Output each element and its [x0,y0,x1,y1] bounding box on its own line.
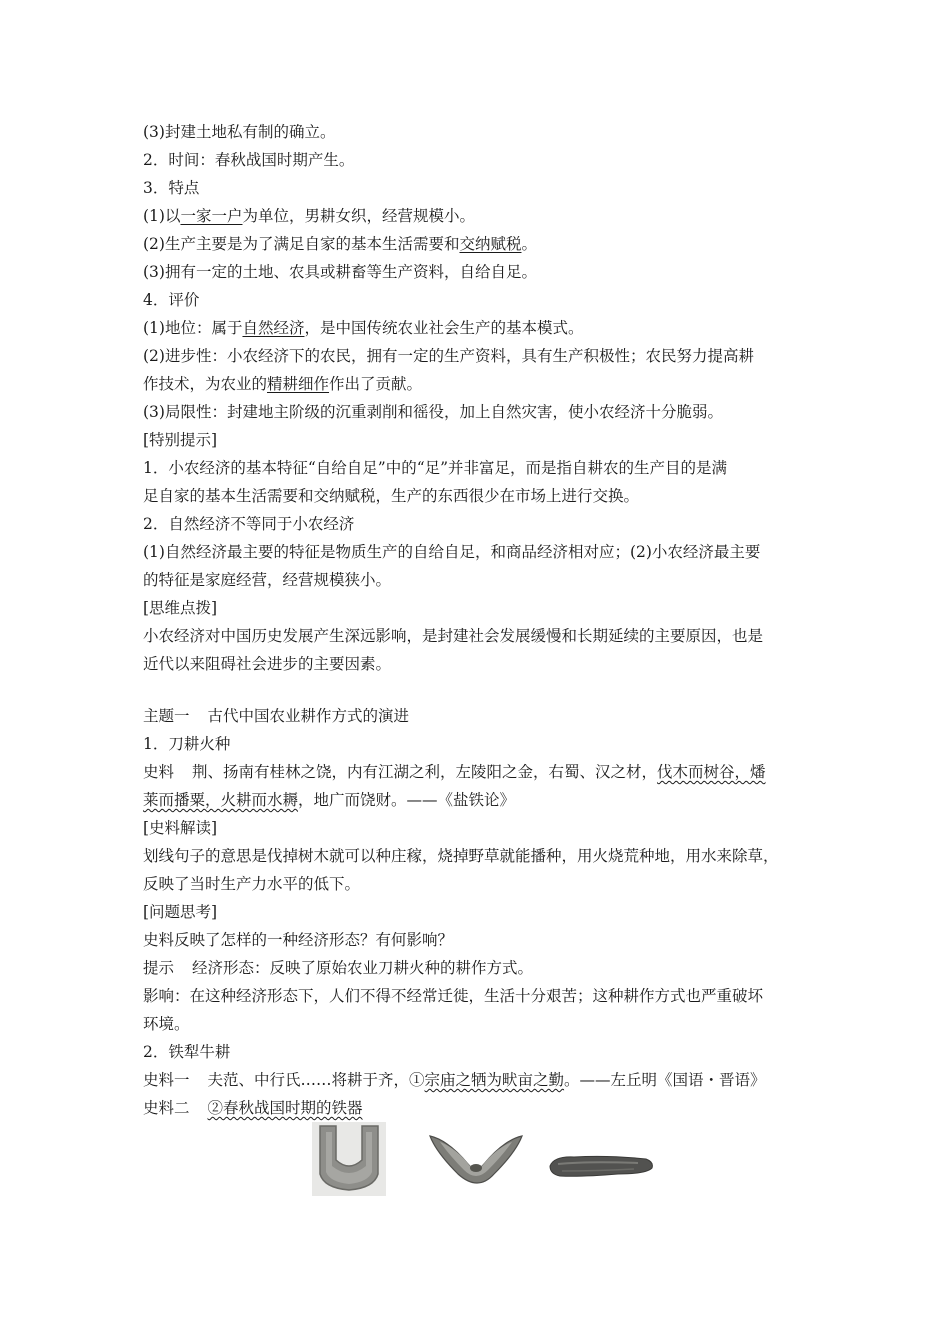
text-line [143,318,584,338]
text-line [143,514,354,534]
text-line [143,626,763,646]
text-span: 足自家的基本生活需要和交纳赋税，生产的东西很少在市场上进行交换。 [143,487,640,505]
wavy-underlined-text: ②春秋战国时期的铁器 [207,1099,363,1117]
iron-sickle-image [548,1150,656,1182]
iron-spade-image [312,1122,386,1196]
text-line [143,374,422,394]
text-line [143,206,475,226]
text-span: [史料解读] [143,819,218,837]
text-span: ，地广而饶财。——《盐铁论》 [298,791,516,809]
text-line [143,654,391,674]
wavy-underlined-text: 莱而播粟，火耕而水耨 [143,791,299,809]
text-span: 2．自然经济不等同于小农经济 [143,515,355,533]
text-line [143,874,360,894]
text-span: [特别提示] [143,431,218,449]
text-span: 荆、扬南有桂林之饶，内有江湖之利，左陵阳之金，右蜀、汉之材， [192,763,658,781]
text-span: 划线句子的意思是伐掉树木就可以种庄稼，烧掉野草就能播种，用火烧荒种地，用水来除草， [143,847,779,865]
text-line [143,262,537,282]
text-span: 古代中国农业耕作方式的演进 [207,707,410,725]
section-label [143,430,217,450]
text-line [143,986,763,1006]
text-span: 夫范、中行氏……将耕于齐，① [207,1071,425,1089]
text-span: [问题思考] [143,903,218,921]
text-line [143,122,335,142]
text-span: (2)进步性：小农经济下的农民，拥有一定的生产资料，具有生产积极性；农民努力提高耕 [143,347,754,365]
text-span: 经济形态：反映了原始农业刀耕火种的耕作方式。 [192,959,534,977]
section-heading [143,734,230,754]
section-label [143,818,217,838]
section-heading [143,1042,230,1062]
text-line [143,846,779,866]
text-line [143,958,533,978]
text-line [143,486,639,506]
text-span: 4．评价 [143,291,200,309]
underlined-term: 自然经济 [242,319,305,337]
underlined-term: 交纳赋税 [459,235,522,253]
text-line [143,570,391,590]
underlined-term: 一家一户 [180,207,243,225]
text-span: 1．刀耕火种 [143,735,231,753]
iron-plowshare-image [428,1130,524,1194]
text-span: 2．时间：春秋战国时期产生。 [143,151,355,169]
text-span: (1)地位：属于 [143,319,243,337]
section-heading [143,178,199,198]
text-line [143,1014,190,1034]
section-label [143,598,217,618]
text-line [143,458,727,478]
text-span: 影响：在这种经济形态下，人们不得不经常迁徙，生活十分艰苦；这种耕作方式也严重破坏 [143,987,764,1005]
text-line [143,402,723,422]
text-span: 为单位，男耕女织，经营规模小。 [242,207,475,225]
text-line [143,1098,363,1118]
text-span: 小农经济对中国历史发展产生深远影响，是封建社会发展缓慢和长期延续的主要原因，也是 [143,627,764,645]
text-span: [思维点拨] [143,599,218,617]
iron-tools-images [0,1122,950,1202]
wavy-underlined-text: 伐木而树谷，燔 [657,763,766,781]
text-span: 2．铁犁牛耕 [143,1043,231,1061]
text-line [143,1070,766,1090]
text-span: 史料反映了怎样的一种经济形态？有何影响？ [143,931,454,949]
text-span: 史料二 [143,1099,190,1117]
text-span: 环境。 [143,1015,190,1033]
text-span: ，是中国传统农业社会生产的基本模式。 [304,319,584,337]
text-span: (1)以 [143,207,181,225]
wavy-underlined-text: 宗庙之牺为畎亩之勤 [424,1071,565,1089]
text-span: 。 [521,235,537,253]
text-line [143,542,760,562]
text-line [143,150,354,170]
section-heading [143,290,199,310]
topic-heading [143,706,409,726]
text-line [143,762,766,782]
text-span: 史料 [143,763,175,781]
text-line [143,930,453,950]
text-span: 1．小农经济的基本特征“自给自足”中的“足”并非富足，而是指自耕农的生产目的是满 [143,459,728,477]
text-span: (3)封建土地私有制的确立。 [143,123,336,141]
text-span: 作技术，为农业的 [143,375,268,393]
text-span: 反映了当时生产力水平的低下。 [143,875,361,893]
text-span: 主题一 [143,707,190,725]
text-span: 的特征是家庭经营，经营规模狭小。 [143,571,392,589]
text-span: 近代以来阻碍社会进步的主要因素。 [143,655,392,673]
text-span: (3)拥有一定的土地、农具或耕畜等生产资料，自给自足。 [143,263,537,281]
underlined-term: 精耕细作 [267,375,330,393]
section-label [143,902,217,922]
text-line [143,790,515,810]
text-span: 3．特点 [143,179,200,197]
text-line [143,234,537,254]
text-span: 史料一 [143,1071,190,1089]
text-line [143,346,754,366]
text-span: 作出了贡献。 [329,375,423,393]
text-span: (1)自然经济最主要的特征是物质生产的自给自足，和商品经济相对应；(2)小农经济最主要 [143,543,761,561]
text-span: 提示 [143,959,175,977]
text-span: 。——左丘明《国语・晋语》 [564,1071,766,1089]
text-span: (3)局限性：封建地主阶级的沉重剥削和徭役，加上自然灾害，使小农经济十分脆弱。 [143,403,723,421]
text-span: (2)生产主要是为了满足自家的基本生活需要和 [143,235,460,253]
